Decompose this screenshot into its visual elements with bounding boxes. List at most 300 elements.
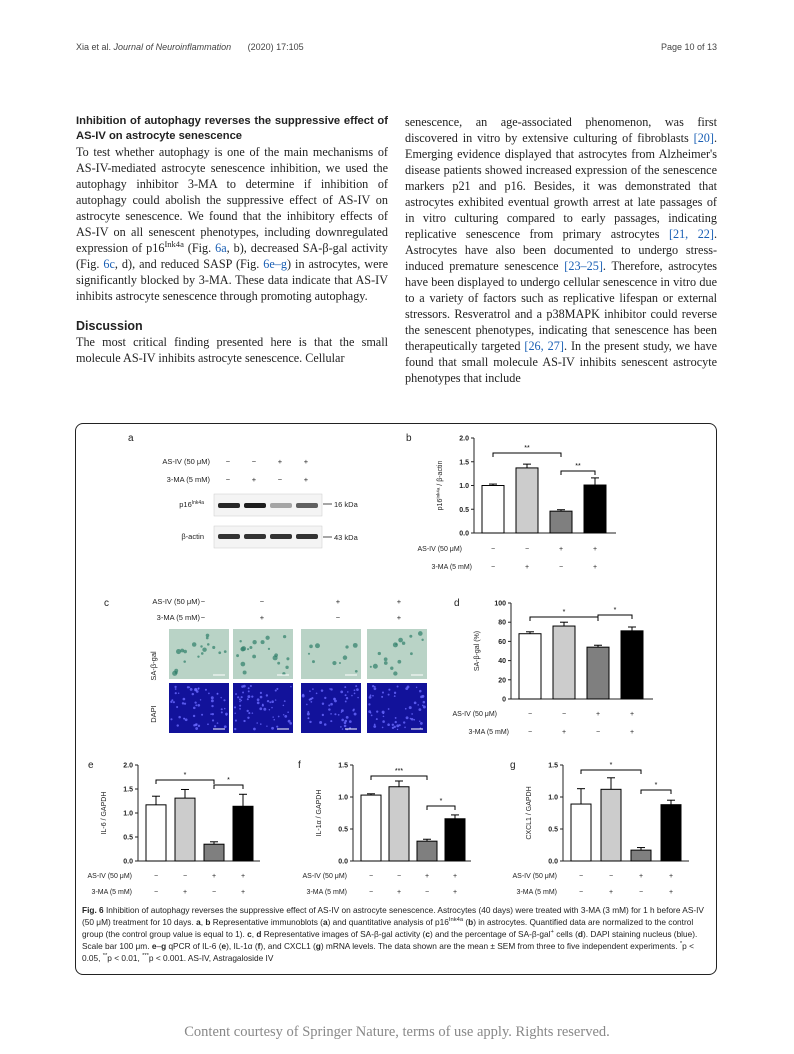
y-tick-label: 20 xyxy=(498,677,506,685)
superscript: Ink4a xyxy=(435,487,441,499)
treatment-sign: + xyxy=(629,711,635,718)
significance-bracket xyxy=(561,471,595,475)
nucleus xyxy=(259,707,262,710)
treatment-sign: + xyxy=(592,564,598,571)
stained-cell xyxy=(180,649,184,653)
nucleus xyxy=(397,729,398,730)
y-axis-label: IL-1α / GAPDH xyxy=(316,789,323,837)
y-tick-label: 100 xyxy=(494,600,506,608)
nucleus xyxy=(374,686,376,688)
superscript: Ink4a xyxy=(448,917,464,924)
treatment-sign: − xyxy=(424,889,430,896)
nucleus xyxy=(290,686,291,687)
nucleus xyxy=(344,720,347,723)
bar-chart-d xyxy=(474,601,653,704)
figure-link[interactable]: 6e–g xyxy=(263,257,287,271)
superscript: Ink4a xyxy=(164,238,184,249)
caption-label: Fig. 6 xyxy=(82,905,104,915)
stained-cell xyxy=(241,646,246,651)
nucleus xyxy=(271,700,274,703)
nucleus xyxy=(312,688,314,690)
treatment-sign: − xyxy=(225,475,231,484)
nucleus xyxy=(395,717,397,719)
bold-text: g xyxy=(161,941,167,951)
text-run: . Astrocytes have also been documented to undergo stress-induced premature senescence xyxy=(405,227,717,273)
bar xyxy=(621,631,643,699)
nucleus xyxy=(419,720,421,722)
nucleus xyxy=(345,694,347,696)
nucleus xyxy=(420,722,423,725)
bar xyxy=(631,850,651,861)
nucleus xyxy=(411,713,413,715)
treatment-sign: − xyxy=(211,889,217,896)
treatment-sign: + xyxy=(182,889,188,896)
nucleus xyxy=(241,700,243,702)
citation-link[interactable]: [23–25] xyxy=(564,259,603,273)
nucleus xyxy=(309,690,311,692)
text-run: To test whether autophagy is one of the main mechanisms of AS-IV-mediated astrocyte senescence inhibition, we used the autophagy inhibitor 3-MA to determine if inhibition of autophagy could abolish the suppressive effect of AS-IV on astrocyte senescence. We found that the inhibitory effects of AS-IV on all senescent phenotypes, including downregulated expression of p16 xyxy=(76,145,388,255)
blot-band-p16 xyxy=(244,503,266,508)
nucleus xyxy=(288,720,291,723)
nucleus xyxy=(354,689,356,691)
nucleus xyxy=(272,716,273,717)
panel-letter-e: e xyxy=(88,760,94,771)
treatment-label-3ma: 3-MA (5 mM) xyxy=(306,889,347,896)
nucleus xyxy=(260,692,262,694)
nucleus xyxy=(241,685,244,688)
text-run: , xyxy=(200,917,206,927)
y-tick-label: 2.0 xyxy=(123,762,133,770)
panel-letter-b: b xyxy=(406,433,412,444)
nucleus xyxy=(170,701,172,703)
treatment-sign: + xyxy=(396,597,402,606)
panel-letter-a: a xyxy=(128,433,134,444)
bar xyxy=(550,511,572,533)
nucleus xyxy=(276,726,278,728)
stained-cell xyxy=(370,666,372,668)
nucleus xyxy=(173,701,175,703)
text-run: senescence, an age-associated phenomenon, was first discovered in vitro by extensive culturing of fibroblasts xyxy=(405,115,717,145)
nucleus xyxy=(321,689,323,691)
treatment-label-3ma: 3-MA (5 mM) xyxy=(431,564,472,571)
nucleus xyxy=(283,705,285,707)
nucleus xyxy=(260,723,262,725)
stained-cell xyxy=(197,655,199,657)
treatment-sign: + xyxy=(595,711,601,718)
nucleus xyxy=(310,698,312,700)
nucleus xyxy=(310,701,312,703)
y-tick-label: 2.0 xyxy=(459,435,469,443)
bold-text: b xyxy=(205,917,211,927)
discussion-heading: Discussion xyxy=(76,319,143,333)
nucleus xyxy=(414,701,417,704)
significance-bracket xyxy=(427,806,455,810)
nucleus xyxy=(374,687,377,690)
text-run: p < 0.001. AS-IV, Astragaloside IV xyxy=(148,953,274,963)
text-run: Representative images of SA-β-gal activity ( xyxy=(261,929,426,939)
treatment-sign: + xyxy=(668,889,674,896)
significance-label: * xyxy=(609,762,613,769)
y-tick-label: 0 xyxy=(502,696,506,704)
nucleus xyxy=(347,691,349,693)
nucleus xyxy=(417,704,419,706)
body-paragraph xyxy=(405,114,717,386)
y-tick-label: 0.0 xyxy=(338,858,348,866)
figure-caption xyxy=(82,904,712,964)
bold-text: e xyxy=(221,941,227,951)
y-tick-label: 1.5 xyxy=(123,786,133,794)
nucleus xyxy=(271,707,273,709)
header-authors: Xia et al. xyxy=(76,42,112,52)
nucleus xyxy=(329,688,331,690)
treatment-sign: + xyxy=(211,873,217,880)
blot-band-actin xyxy=(218,534,240,539)
panel-letter-f: f xyxy=(298,760,301,771)
treatment-sign: + xyxy=(396,889,402,896)
nucleus xyxy=(357,697,358,698)
right-column xyxy=(405,114,717,386)
text-run: qPCR of IL-6 ( xyxy=(166,941,222,951)
treatment-sign: + xyxy=(424,873,430,880)
nucleus xyxy=(262,704,264,706)
nucleus xyxy=(409,706,412,709)
nucleus xyxy=(243,720,245,722)
bold-text: e xyxy=(151,941,157,951)
y-tick-label: 1.5 xyxy=(459,459,469,467)
nucleus xyxy=(403,721,405,723)
nucleus xyxy=(276,688,278,690)
superscript: ** xyxy=(102,953,108,960)
treatment-label-3ma: 3-MA (5 mM) xyxy=(156,613,200,622)
treatment-sign: + xyxy=(251,475,257,484)
bold-text: d xyxy=(256,929,262,939)
nucleus xyxy=(382,711,385,714)
nucleus xyxy=(176,706,178,708)
nucleus xyxy=(195,727,198,730)
footer-notice: Content courtesy of Springer Nature, terms of use apply. Rights reserved. xyxy=(184,1024,610,1040)
stained-cell xyxy=(200,645,202,647)
blot-label-actin: β-actin xyxy=(181,532,204,541)
nucleus xyxy=(250,685,252,687)
nucleus xyxy=(207,723,209,725)
nucleus xyxy=(248,690,250,692)
y-tick-label: 1.0 xyxy=(548,794,558,802)
bar xyxy=(661,805,681,861)
citation-link[interactable]: [20] xyxy=(693,131,714,145)
nucleus xyxy=(257,698,260,701)
text-run: Inhibition of autophagy reverses the suppressive effect of AS-IV on astrocyte senescence. Astrocytes (40 days) were treated with 3-MA (3 mM) for 1 h before AS-IV (50 μM) treatment for 10 days. xyxy=(82,905,704,927)
nucleus xyxy=(184,703,186,705)
nucleus xyxy=(275,699,276,700)
stained-cell xyxy=(339,662,341,664)
nucleus xyxy=(289,722,292,725)
bar xyxy=(146,805,166,861)
bold-text: g xyxy=(315,941,321,951)
figure-6 xyxy=(75,423,717,975)
significance-bracket xyxy=(641,790,671,794)
nucleus xyxy=(248,712,250,714)
treatment-sign: + xyxy=(524,564,530,571)
nucleus xyxy=(349,720,352,723)
bar-chart-b xyxy=(436,436,617,538)
significance-label: * xyxy=(183,772,187,779)
treatment-sign: + xyxy=(638,873,644,880)
text-run: ( xyxy=(463,917,469,927)
nucleus xyxy=(263,708,266,711)
panel-letter-g: g xyxy=(510,760,516,771)
blot-band-p16 xyxy=(218,503,240,508)
treatment-sign: − xyxy=(251,457,257,466)
y-label-part: / β-actin xyxy=(437,460,444,488)
stained-cell xyxy=(410,652,413,655)
nucleus xyxy=(211,699,214,702)
bar xyxy=(553,626,575,699)
nucleus xyxy=(324,723,327,726)
text-run: (Fig. xyxy=(183,241,216,255)
y-tick-label: 60 xyxy=(498,638,506,646)
treatment-label-asiv: AS-IV (50 μM) xyxy=(452,711,497,718)
nucleus xyxy=(405,708,407,710)
treatment-label-3ma: 3-MA (5 mM) xyxy=(91,889,132,896)
stained-cell xyxy=(236,654,239,657)
stained-cell xyxy=(393,671,397,675)
nucleus xyxy=(395,721,397,723)
stained-cell xyxy=(201,652,204,655)
y-tick-label: 0.0 xyxy=(123,858,133,866)
treatment-sign: + xyxy=(303,457,309,466)
nucleus xyxy=(287,711,289,713)
nucleus xyxy=(344,686,346,688)
nucleus xyxy=(334,698,336,700)
stained-cell xyxy=(285,666,288,669)
treatment-sign: − xyxy=(368,873,374,880)
nucleus xyxy=(247,717,249,719)
bar xyxy=(417,841,437,861)
treatment-label-3ma: 3-MA (5 mM) xyxy=(516,889,557,896)
significance-label: * xyxy=(439,798,443,805)
nucleus xyxy=(195,704,197,706)
nucleus xyxy=(338,714,340,716)
marker-16kda: 16 kDa xyxy=(334,500,358,509)
nucleus xyxy=(330,720,332,722)
stained-cell xyxy=(390,667,393,670)
nucleus xyxy=(328,708,330,710)
significance-bracket xyxy=(214,785,243,789)
blot-band-actin xyxy=(244,534,266,539)
nucleus xyxy=(307,713,310,716)
nucleus xyxy=(382,720,385,723)
nucleus xyxy=(368,710,371,713)
nucleus xyxy=(273,719,275,721)
nucleus xyxy=(354,693,356,695)
citation-link[interactable]: [26, 27] xyxy=(524,339,564,353)
nucleus xyxy=(309,721,311,723)
bar xyxy=(587,647,609,699)
stained-cell xyxy=(183,660,186,663)
significance-bracket xyxy=(371,776,427,780)
nucleus xyxy=(267,700,269,702)
nucleus xyxy=(373,725,376,728)
treatment-sign: + xyxy=(592,546,598,553)
text-run: , b), decreased SA-β-gal activity (Fig. xyxy=(76,241,389,271)
stained-cell xyxy=(402,641,405,644)
nucleus xyxy=(182,702,184,704)
nucleus xyxy=(376,718,378,720)
superscript: * xyxy=(679,941,683,948)
text-run: ), and CXCL1 ( xyxy=(260,941,316,951)
nucleus xyxy=(220,697,221,698)
text-run: ), IL-1α ( xyxy=(226,941,258,951)
stained-cell xyxy=(274,653,278,657)
treatment-sign: − xyxy=(595,729,601,736)
treatment-sign: + xyxy=(629,729,635,736)
nucleus xyxy=(256,722,258,724)
nucleus xyxy=(387,723,390,726)
nucleus xyxy=(394,695,396,697)
sa-gal-image xyxy=(367,629,427,679)
treatment-sign: + xyxy=(259,613,265,622)
nucleus xyxy=(239,701,241,703)
bar xyxy=(175,798,195,861)
stained-cell xyxy=(421,639,423,641)
treatment-sign: − xyxy=(578,873,584,880)
bold-text: a xyxy=(196,917,201,927)
nucleus xyxy=(368,703,370,705)
treatment-sign: − xyxy=(153,873,159,880)
treatment-sign: − xyxy=(182,873,188,880)
stained-cell xyxy=(202,647,206,651)
nucleus xyxy=(394,692,396,694)
y-tick-label: 0.5 xyxy=(459,506,469,514)
treatment-sign: + xyxy=(240,889,246,896)
nucleus xyxy=(330,703,333,706)
stained-cell xyxy=(343,655,347,659)
y-tick-label: 0.0 xyxy=(459,530,469,538)
figure-link[interactable]: 6a xyxy=(215,241,227,255)
text-run: ) and the percentage of SA-β-gal xyxy=(429,929,551,939)
discussion-paragraph: The most critical finding presented here is that the small molecule AS-IV inhibits astrocyte senescence. Cellular xyxy=(76,335,388,365)
treatment-sign: − xyxy=(527,711,533,718)
stained-cell xyxy=(308,653,310,655)
nucleus xyxy=(284,700,286,702)
nucleus xyxy=(354,713,357,716)
significance-bracket xyxy=(493,453,561,457)
treatment-sign: − xyxy=(200,613,206,622)
nucleus xyxy=(316,692,318,694)
nucleus xyxy=(269,701,271,703)
citation-link[interactable]: [21, 22] xyxy=(668,227,714,241)
bold-text: d xyxy=(577,929,583,939)
stained-cell xyxy=(212,646,215,649)
nucleus xyxy=(388,689,390,691)
stained-cell xyxy=(283,635,286,638)
stained-cell xyxy=(206,637,209,640)
nucleus xyxy=(201,714,203,716)
significance-label: ** xyxy=(575,463,581,470)
treatment-label-asiv: AS-IV (50 μM) xyxy=(87,873,132,880)
nucleus xyxy=(247,695,250,698)
y-tick-label: 0.5 xyxy=(123,834,133,842)
nucleus xyxy=(271,727,274,730)
nucleus xyxy=(217,693,219,695)
stained-cell xyxy=(252,655,256,659)
stained-cell xyxy=(315,643,320,648)
nucleus xyxy=(185,718,188,721)
nucleus xyxy=(235,693,237,695)
significance-bracket xyxy=(156,780,214,784)
figure-link[interactable]: 6c xyxy=(103,257,115,271)
stained-cell xyxy=(176,649,181,654)
stained-cell xyxy=(378,652,381,655)
treatment-sign: − xyxy=(490,546,496,553)
nucleus xyxy=(266,694,268,696)
y-tick-label: 0.5 xyxy=(338,826,348,834)
blot-band-p16 xyxy=(296,503,318,508)
nucleus xyxy=(248,687,250,689)
nucleus xyxy=(340,690,343,693)
bar-chart-f xyxy=(316,763,471,866)
stained-cell xyxy=(218,651,221,654)
marker-43kda: 43 kDa xyxy=(334,533,358,542)
nucleus xyxy=(383,716,385,718)
nucleus xyxy=(212,719,214,721)
treatment-sign: + xyxy=(396,613,402,622)
stained-cell xyxy=(206,634,210,638)
y-tick-label: 80 xyxy=(498,619,506,627)
treatment-sign: + xyxy=(452,873,458,880)
nucleus xyxy=(178,693,179,694)
nucleus xyxy=(200,699,201,700)
significance-bracket xyxy=(598,615,632,619)
nucleus xyxy=(242,692,244,694)
body-paragraph xyxy=(76,144,388,304)
header-journal: Journal of Neuroinflammation xyxy=(113,42,232,52)
nucleus xyxy=(369,696,372,699)
nucleus xyxy=(170,718,172,720)
nucleus xyxy=(193,715,195,717)
nucleus xyxy=(193,724,195,726)
nucleus xyxy=(404,727,406,729)
nucleus xyxy=(239,708,241,710)
text-run: Representative immunoblots ( xyxy=(210,917,323,927)
nucleus xyxy=(355,685,357,687)
nucleus xyxy=(351,695,353,697)
treatment-sign: − xyxy=(153,889,159,896)
caption-text xyxy=(82,905,704,963)
nucleus xyxy=(266,725,267,726)
nucleus xyxy=(410,718,412,720)
bold-text: a xyxy=(322,917,328,927)
left-column xyxy=(76,114,388,366)
treatment-sign: − xyxy=(527,729,533,736)
nucleus xyxy=(237,696,239,698)
y-label-part: p16 xyxy=(437,498,444,511)
nucleus xyxy=(382,691,384,693)
significance-label: * xyxy=(562,609,566,616)
text-run: ) mRNA levels. The data shown are the mean ± SEM from three to five independent experiments. xyxy=(320,941,680,951)
stained-cell xyxy=(261,640,265,644)
text-run: . In the present study, we have found that small molecule AS-IV inhibits senescent astrocyte phenotypes that include xyxy=(405,339,717,385)
nucleus xyxy=(407,686,410,689)
treatment-label-asiv: AS-IV (50 μM) xyxy=(512,873,557,880)
stained-cell xyxy=(355,670,358,673)
section-heading: Inhibition of autophagy reverses the suppressive effect of AS-IV on astrocyte senescence xyxy=(76,115,388,142)
nucleus xyxy=(372,695,374,697)
stained-cell xyxy=(409,635,412,638)
treatment-sign: + xyxy=(608,889,614,896)
nucleus xyxy=(194,688,197,691)
text-run: ) in astrocytes. Quantified data are normalized to the control group (the control group value is equal to 1). xyxy=(82,917,694,939)
